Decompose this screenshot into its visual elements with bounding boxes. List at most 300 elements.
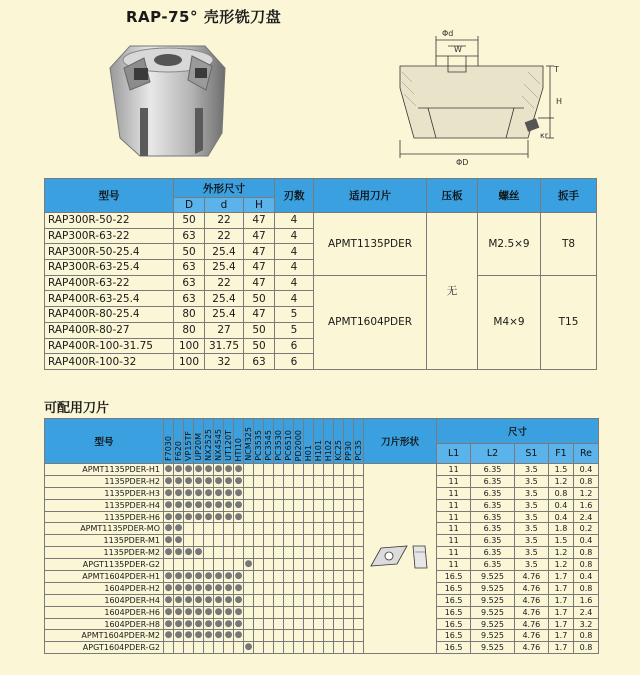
grade-cell: [234, 559, 244, 571]
grade-cell: [334, 559, 344, 571]
grade-cell: [264, 523, 274, 535]
grade-cell: ●: [234, 582, 243, 593]
cell-z: 6: [275, 338, 314, 354]
grade-cell: ●: [184, 570, 193, 581]
grade-cell: [264, 606, 274, 618]
cell-wrench: T15: [541, 275, 597, 369]
cell-model: RAP400R-63-22: [45, 275, 174, 291]
cell-model: 1604PDER-H8: [45, 618, 164, 630]
cell-f1: 1.5: [548, 535, 573, 547]
cell-s1: 4.76: [514, 594, 548, 606]
label-kr: κr: [540, 131, 549, 140]
grade-cell: ●: [214, 499, 223, 510]
grade-label: H101: [314, 439, 323, 461]
cell-model: RAP400R-100-31.75: [45, 338, 174, 354]
grade-cell: [314, 535, 324, 547]
grade-cell: [304, 630, 314, 642]
cell-H: 47: [244, 275, 275, 291]
col-clamp: 压板: [427, 179, 478, 213]
grade-cell: [334, 582, 344, 594]
cell-re: 0.8: [573, 582, 598, 594]
grade-cell: [294, 630, 304, 642]
grade-cell: [274, 594, 284, 606]
grade-cell: ●: [164, 463, 173, 474]
table-row: [45, 630, 599, 642]
cell-model: 1135PDER-H2: [45, 475, 164, 487]
grade-col: [354, 419, 364, 464]
label-t: T: [554, 65, 559, 74]
cell-H: 47: [244, 213, 275, 229]
cell-z: 4: [275, 228, 314, 244]
cell-l1: 16.5: [437, 606, 471, 618]
grade-cell: [254, 523, 264, 535]
cell-re: 0.8: [573, 475, 598, 487]
cell-l1: 11: [437, 547, 471, 559]
cell-f1: 1.7: [548, 630, 573, 642]
grade-cell: [344, 523, 354, 535]
grade-cell: [344, 547, 354, 559]
grade-cell: [214, 523, 224, 535]
cell-l1: 16.5: [437, 618, 471, 630]
grade-cell: [264, 511, 274, 523]
cell-re: 0.8: [573, 559, 598, 571]
grade-label: PC3545: [264, 430, 273, 461]
col-d: d: [205, 198, 244, 213]
grade-cell: [264, 618, 274, 630]
grade-cell: [294, 547, 304, 559]
table-row: [45, 499, 599, 511]
grade-label: F620: [174, 441, 183, 461]
grade-cell: [284, 618, 294, 630]
cell-l1: 11: [437, 511, 471, 523]
grade-cell: [314, 511, 324, 523]
grade-cell: ●: [214, 570, 223, 581]
cell-d: 22: [205, 228, 244, 244]
grade-cell: [244, 547, 254, 559]
grade-cell: [314, 547, 324, 559]
grade-cell: ●: [224, 499, 233, 510]
grade-cell: [304, 642, 314, 654]
grade-cell: [354, 642, 364, 654]
grade-cell: [324, 535, 334, 547]
grade-cell: [274, 475, 284, 487]
grade-cell: [324, 523, 334, 535]
page-title: RAP-75° 壳形铣刀盘: [126, 8, 282, 26]
grade-cell: ●: [174, 570, 183, 581]
grade-col: [264, 419, 274, 464]
cell-f1: 1.8: [548, 523, 573, 535]
grade-cell: [324, 594, 334, 606]
grade-cell: [284, 511, 294, 523]
cell-re: 0.4: [573, 535, 598, 547]
grade-label: PP30: [344, 441, 353, 461]
label-w: W: [454, 45, 462, 54]
grade-cell: ●: [164, 618, 173, 629]
grade-cell: [294, 594, 304, 606]
grade-cell: [254, 475, 264, 487]
insert-col-dims: 尺寸: [437, 419, 599, 444]
grade-cell: [254, 559, 264, 571]
cell-H: 63: [244, 354, 275, 370]
grade-cell: [184, 535, 194, 547]
cell-s1: 4.76: [514, 582, 548, 594]
cell-s1: 3.5: [514, 547, 548, 559]
grade-cell: ●: [204, 570, 213, 581]
grade-cell: [274, 642, 284, 654]
grade-col: [284, 419, 294, 464]
cell-s1: 4.76: [514, 642, 548, 654]
cell-D: 63: [174, 228, 205, 244]
grade-cell: [244, 571, 254, 583]
grade-col: [234, 419, 244, 464]
grade-cell: [254, 571, 264, 583]
grade-cell: ●: [164, 475, 173, 486]
grade-cell: [304, 594, 314, 606]
grade-cell: [354, 535, 364, 547]
cell-model: APMT1604PDER-M2: [45, 630, 164, 642]
grade-col: [294, 419, 304, 464]
grade-cell: [274, 582, 284, 594]
cell-f1: 1.7: [548, 642, 573, 654]
cell-z: 4: [275, 213, 314, 229]
cell-l2: 6.35: [471, 499, 515, 511]
cell-d: 22: [205, 275, 244, 291]
cell-l1: 16.5: [437, 594, 471, 606]
grade-cell: [354, 523, 364, 535]
label-dd: ΦD: [456, 158, 469, 167]
grade-cell: ●: [234, 511, 243, 522]
cell-model: APMT1135PDER-MO: [45, 523, 164, 535]
grade-col: [344, 419, 354, 464]
grade-cell: ●: [244, 559, 253, 570]
cell-f1: 1.7: [548, 618, 573, 630]
grade-cell: [354, 571, 364, 583]
col-screw: 螺丝: [478, 179, 541, 213]
cell-d: 25.4: [205, 307, 244, 323]
grade-cell: [334, 630, 344, 642]
insert-col-model: 型号: [45, 419, 164, 464]
grade-cell: [264, 642, 274, 654]
grade-cell: ●: [194, 487, 203, 498]
grade-cell: ●: [234, 463, 243, 474]
cell-s1: 4.76: [514, 571, 548, 583]
grade-cell: [354, 618, 364, 630]
cell-re: 0.2: [573, 523, 598, 535]
grade-cell: ●: [174, 630, 183, 641]
grade-cell: [314, 499, 324, 511]
grade-cell: [304, 571, 314, 583]
grade-cell: [194, 559, 204, 571]
cell-model: APGT1604PDER-G2: [45, 642, 164, 654]
cell-s1: 3.5: [514, 499, 548, 511]
grade-cell: [254, 464, 264, 476]
grade-label: NCM325: [244, 427, 253, 461]
grade-cell: [174, 559, 184, 571]
cell-s1: 3.5: [514, 535, 548, 547]
grade-cell: [244, 582, 254, 594]
grade-cell: [344, 475, 354, 487]
grade-cell: ●: [214, 511, 223, 522]
grade-col: [214, 419, 224, 464]
grade-cell: ●: [184, 594, 193, 605]
cell-d: 27: [205, 322, 244, 338]
grade-cell: [344, 464, 354, 476]
grade-cell: [334, 547, 344, 559]
cell-l2: 9.525: [471, 630, 515, 642]
cell-re: 1.6: [573, 499, 598, 511]
grade-cell: ●: [234, 630, 243, 641]
table-row: [45, 523, 599, 535]
cell-D: 80: [174, 322, 205, 338]
grade-cell: ●: [174, 487, 183, 498]
grade-cell: [334, 535, 344, 547]
grade-cell: [274, 606, 284, 618]
cell-re: 1.6: [573, 594, 598, 606]
grade-cell: [354, 559, 364, 571]
grade-cell: ●: [184, 463, 193, 474]
cell-d: 25.4: [205, 291, 244, 307]
grade-cell: [354, 606, 364, 618]
col-model: 型号: [45, 179, 174, 213]
cell-model: APMT1604PDER-H1: [45, 571, 164, 583]
grade-cell: [284, 642, 294, 654]
cell-H: 50: [244, 338, 275, 354]
grade-cell: [314, 582, 324, 594]
grade-cell: ●: [164, 582, 173, 593]
grade-col: [174, 419, 184, 464]
grade-cell: [324, 559, 334, 571]
grade-cell: [274, 618, 284, 630]
grade-cell: [324, 571, 334, 583]
grade-cell: [314, 618, 324, 630]
grade-cell: [264, 582, 274, 594]
grade-cell: ●: [164, 523, 173, 534]
grade-label: UP20M: [194, 433, 203, 461]
cell-model: RAP400R-63-25.4: [45, 291, 174, 307]
cell-model: RAP400R-80-25.4: [45, 307, 174, 323]
grade-cell: ●: [204, 499, 213, 510]
grade-cell: [294, 559, 304, 571]
cell-D: 63: [174, 260, 205, 276]
grade-cell: ●: [174, 594, 183, 605]
grade-cell: [324, 547, 334, 559]
table-row: [45, 642, 599, 654]
grade-cell: [264, 464, 274, 476]
col-H: H: [244, 198, 275, 213]
table-row: [45, 475, 599, 487]
table-row: [45, 547, 599, 559]
cell-l2: 9.525: [471, 606, 515, 618]
grade-col: [304, 419, 314, 464]
grade-cell: [254, 642, 264, 654]
cell-insert: APMT1604PDER: [314, 275, 427, 369]
table-row: [45, 571, 599, 583]
grade-cell: [324, 464, 334, 476]
grade-cell: [344, 582, 354, 594]
cell-H: 50: [244, 291, 275, 307]
grade-cell: [244, 499, 254, 511]
grade-cell: ●: [194, 511, 203, 522]
grade-cell: [244, 464, 254, 476]
cell-re: 3.2: [573, 618, 598, 630]
grade-cell: ●: [174, 523, 183, 534]
grade-cell: ●: [184, 511, 193, 522]
cell-f1: 0.4: [548, 511, 573, 523]
cell-s1: 4.76: [514, 630, 548, 642]
grade-cell: ●: [164, 570, 173, 581]
table-row: [45, 487, 599, 499]
cutter-spec-table: [44, 178, 597, 370]
grade-cell: [354, 487, 364, 499]
grade-cell: [314, 475, 324, 487]
grade-cell: [274, 630, 284, 642]
cell-l1: 16.5: [437, 630, 471, 642]
grade-cell: ●: [234, 487, 243, 498]
table-row: [45, 559, 599, 571]
insert-table: [44, 418, 599, 654]
grade-cell: [334, 618, 344, 630]
grade-cell: [304, 547, 314, 559]
grade-cell: ●: [224, 594, 233, 605]
grade-cell: [324, 630, 334, 642]
grade-col: [184, 419, 194, 464]
cell-z: 4: [275, 275, 314, 291]
grade-cell: ●: [204, 618, 213, 629]
grade-cell: [204, 535, 214, 547]
grade-cell: ●: [234, 475, 243, 486]
grade-col: [164, 419, 174, 464]
grade-cell: ●: [164, 511, 173, 522]
grade-col: [204, 419, 214, 464]
grade-cell: ●: [184, 582, 193, 593]
cell-f1: 1.2: [548, 547, 573, 559]
grade-cell: ●: [194, 499, 203, 510]
cell-D: 100: [174, 354, 205, 370]
grade-cell: [264, 594, 274, 606]
grade-cell: [334, 475, 344, 487]
cell-d: 32: [205, 354, 244, 370]
cell-l2: 6.35: [471, 487, 515, 499]
grade-cell: [334, 606, 344, 618]
grade-cell: [264, 571, 274, 583]
table-row: [45, 618, 599, 630]
grade-cell: ●: [174, 582, 183, 593]
grade-cell: [334, 594, 344, 606]
grade-cell: [294, 642, 304, 654]
grade-cell: [314, 606, 324, 618]
grade-cell: [274, 499, 284, 511]
insert-col-s1: S1: [514, 444, 548, 464]
grade-cell: [304, 511, 314, 523]
cell-model: RAP300R-63-25.4: [45, 260, 174, 276]
grade-cell: ●: [214, 475, 223, 486]
grade-cell: [344, 487, 354, 499]
grade-cell: [284, 523, 294, 535]
grade-cell: [224, 547, 234, 559]
cell-model: 1604PDER-H6: [45, 606, 164, 618]
grade-cell: [244, 475, 254, 487]
grade-cell: [264, 547, 274, 559]
cell-l1: 11: [437, 523, 471, 535]
grade-col: [244, 419, 254, 464]
cell-model: 1135PDER-H6: [45, 511, 164, 523]
grade-cell: [294, 523, 304, 535]
cutter-photo: [100, 38, 250, 163]
grade-cell: [204, 559, 214, 571]
grade-cell: ●: [164, 547, 173, 558]
grade-cell: ●: [234, 606, 243, 617]
grade-cell: [314, 464, 324, 476]
cell-l1: 11: [437, 464, 471, 476]
grade-cell: [294, 511, 304, 523]
table-row: [45, 275, 597, 291]
grade-cell: [284, 487, 294, 499]
grade-cell: ●: [224, 606, 233, 617]
grade-cell: [234, 523, 244, 535]
cell-z: 5: [275, 307, 314, 323]
grade-cell: [284, 559, 294, 571]
grade-cell: [284, 499, 294, 511]
grade-cell: [284, 464, 294, 476]
table-row: [45, 582, 599, 594]
grade-cell: [244, 606, 254, 618]
grade-cell: [254, 594, 264, 606]
grade-cell: [294, 606, 304, 618]
grade-cell: ●: [194, 582, 203, 593]
grade-cell: [284, 594, 294, 606]
grade-cell: ●: [174, 547, 183, 558]
grade-cell: ●: [184, 606, 193, 617]
grade-cell: [194, 523, 204, 535]
grade-cell: [214, 547, 224, 559]
grade-cell: ●: [244, 642, 253, 653]
grade-col: [194, 419, 204, 464]
grade-cell: [324, 606, 334, 618]
grade-cell: ●: [204, 594, 213, 605]
grade-cell: [294, 487, 304, 499]
grade-cell: [324, 618, 334, 630]
grade-cell: [284, 571, 294, 583]
cell-l2: 9.525: [471, 594, 515, 606]
cell-model: RAP300R-63-22: [45, 228, 174, 244]
cell-model: RAP300R-50-22: [45, 213, 174, 229]
grade-cell: [294, 464, 304, 476]
col-dims: 外形尺寸: [174, 179, 275, 198]
grade-cell: [304, 487, 314, 499]
grade-cell: [344, 642, 354, 654]
grade-cell: [344, 499, 354, 511]
grade-cell: ●: [214, 582, 223, 593]
grade-cell: ●: [234, 594, 243, 605]
grade-col: [314, 419, 324, 464]
grade-cell: [304, 618, 314, 630]
grade-cell: [354, 475, 364, 487]
grade-col: [334, 419, 344, 464]
grade-cell: [264, 630, 274, 642]
insert-col-f1: F1: [548, 444, 573, 464]
grade-cell: [304, 523, 314, 535]
cell-l2: 6.35: [471, 511, 515, 523]
grade-cell: [294, 475, 304, 487]
cell-l2: 9.525: [471, 571, 515, 583]
cell-l2: 9.525: [471, 582, 515, 594]
cell-re: 0.8: [573, 642, 598, 654]
cell-l1: 11: [437, 559, 471, 571]
cell-model: 1135PDER-H4: [45, 499, 164, 511]
grade-label: KC25: [334, 440, 343, 461]
insert-col-shape: 刀片形状: [364, 419, 437, 464]
cell-s1: 3.5: [514, 511, 548, 523]
